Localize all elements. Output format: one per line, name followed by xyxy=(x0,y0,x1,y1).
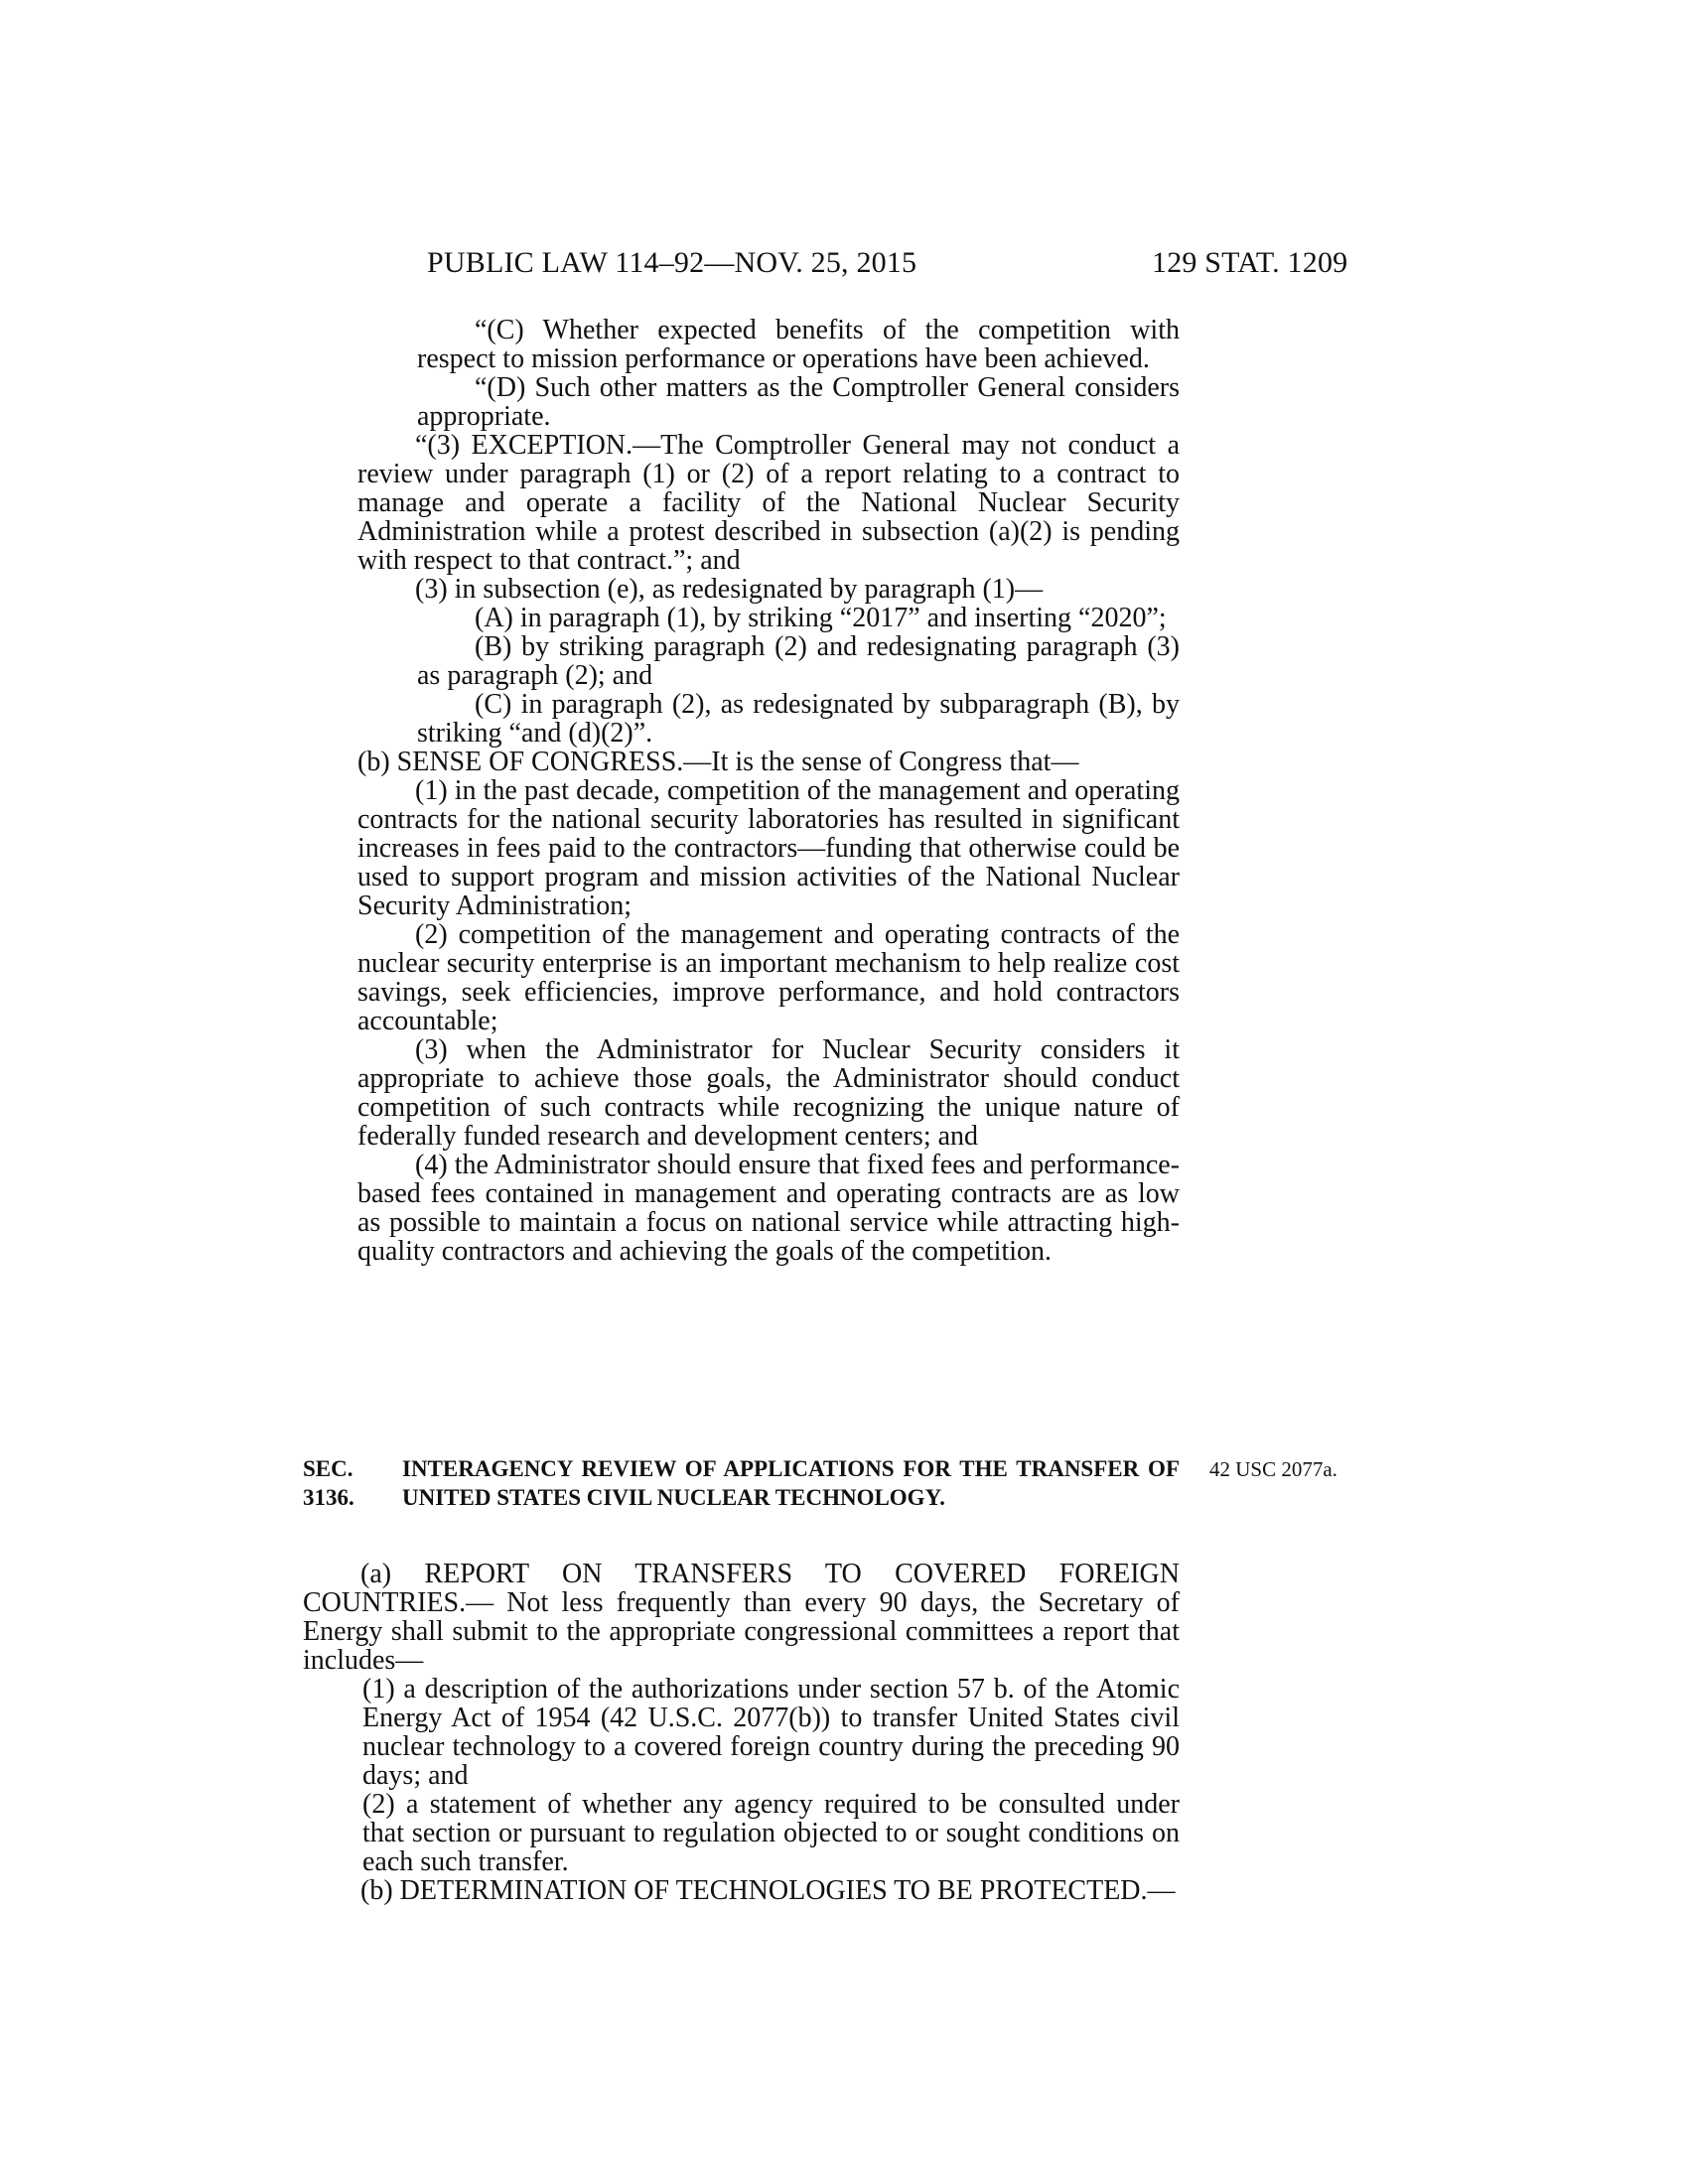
section-a-item-2: (2) a statement of whether any agency required to be consulted under that section or pursuant to regulation objected to or sought conditions on each such transfer. xyxy=(362,1789,1180,1877)
subsection-b-sense-of-congress: (b) SENSE OF CONGRESS.—It is the sense of Congress that— xyxy=(357,747,1079,777)
sense-item-3: (3) when the Administrator for Nuclear Security considers it appropriate to achieve those goals, the Administrator should conduct competition of such contracts while recognizing the unique nature of federally funded research and development centers; and xyxy=(357,1034,1180,1152)
section-text-column xyxy=(303,1560,1180,1905)
running-header-page-number: 129 STAT. 1209 xyxy=(1152,246,1348,279)
running-header-title: PUBLIC LAW 114–92—NOV. 25, 2015 xyxy=(427,246,917,279)
section-subsection-a: (a) REPORT ON TRANSFERS TO COVERED FOREIGN COUNTRIES.— Not less frequently than every 90 days, the Secretary of Energy shall submit to the appropriate congressional committees a report that includes— xyxy=(303,1559,1180,1676)
clause-c: “(C) Whether expected benefits of the competition with respect to mission performance or operations have been achieved. xyxy=(417,315,1180,374)
amendment-3-a: (A) in paragraph (1), by striking “2017” and inserting “2020”; xyxy=(475,603,1167,633)
sense-item-4: (4) the Administrator should ensure that fixed fees and performance-based fees contained in management and operating contracts are as low as possible to maintain a focus on national service while attracting high-quality contractors and achieving the goals of the competition. xyxy=(357,1150,1180,1267)
section-title: INTERAGENCY REVIEW OF APPLICATIONS FOR THE TRANSFER OF UNITED STATES CIVIL NUCLEAR TECHNOLOGY. xyxy=(402,1456,1180,1510)
amendment-3-c: (C) in paragraph (2), as redesignated by subparagraph (B), by striking “and (d)(2)”. xyxy=(417,689,1180,749)
main-text-column xyxy=(357,316,1180,1266)
marginal-citation: 42 USC 2077a. xyxy=(1209,1457,1337,1481)
amendment-3-b: (B) by striking paragraph (2) and redesignating paragraph (3) as paragraph (2); and xyxy=(417,631,1180,691)
paragraph-3-exception: “(3) EXCEPTION.—The Comptroller General may not conduct a review under paragraph (1) or (2) of a report relating to a contract to manage and operate a facility of the National Nuclear Security Administration while a protest described in subsection (a)(2) is pending with respect to that contract.”; and xyxy=(357,430,1180,576)
section-heading xyxy=(303,1454,1180,1512)
section-subsection-b: (b) DETERMINATION OF TECHNOLOGIES TO BE PROTECTED.— xyxy=(360,1875,1176,1906)
sense-item-1: (1) in the past decade, competition of the management and operating contracts for the national security laboratories has resulted in significant increases in fees paid to the contractors—funding that otherwise could be used to support program and mission activities of the National Nuclear Security Administration; xyxy=(357,775,1180,921)
amendment-3-intro: (3) in subsection (e), as redesignated by paragraph (1)— xyxy=(415,574,1044,605)
sense-item-2: (2) competition of the management and operating contracts of the nuclear security enterprise is an important mechanism to help realize cost savings, seek efficiencies, improve performance, and hold contractors accountable; xyxy=(357,919,1180,1036)
section-number: SEC. 3136. xyxy=(303,1456,354,1510)
section-a-item-1: (1) a description of the authorizations under section 57 b. of the Atomic Energy Act of 1954 (42 U.S.C. 2077(b)) to transfer United States civil nuclear technology to a covered foreign country during the preceding 90 days; and xyxy=(362,1674,1180,1791)
clause-d: “(D) Such other matters as the Comptroller General considers appropriate. xyxy=(417,372,1180,432)
